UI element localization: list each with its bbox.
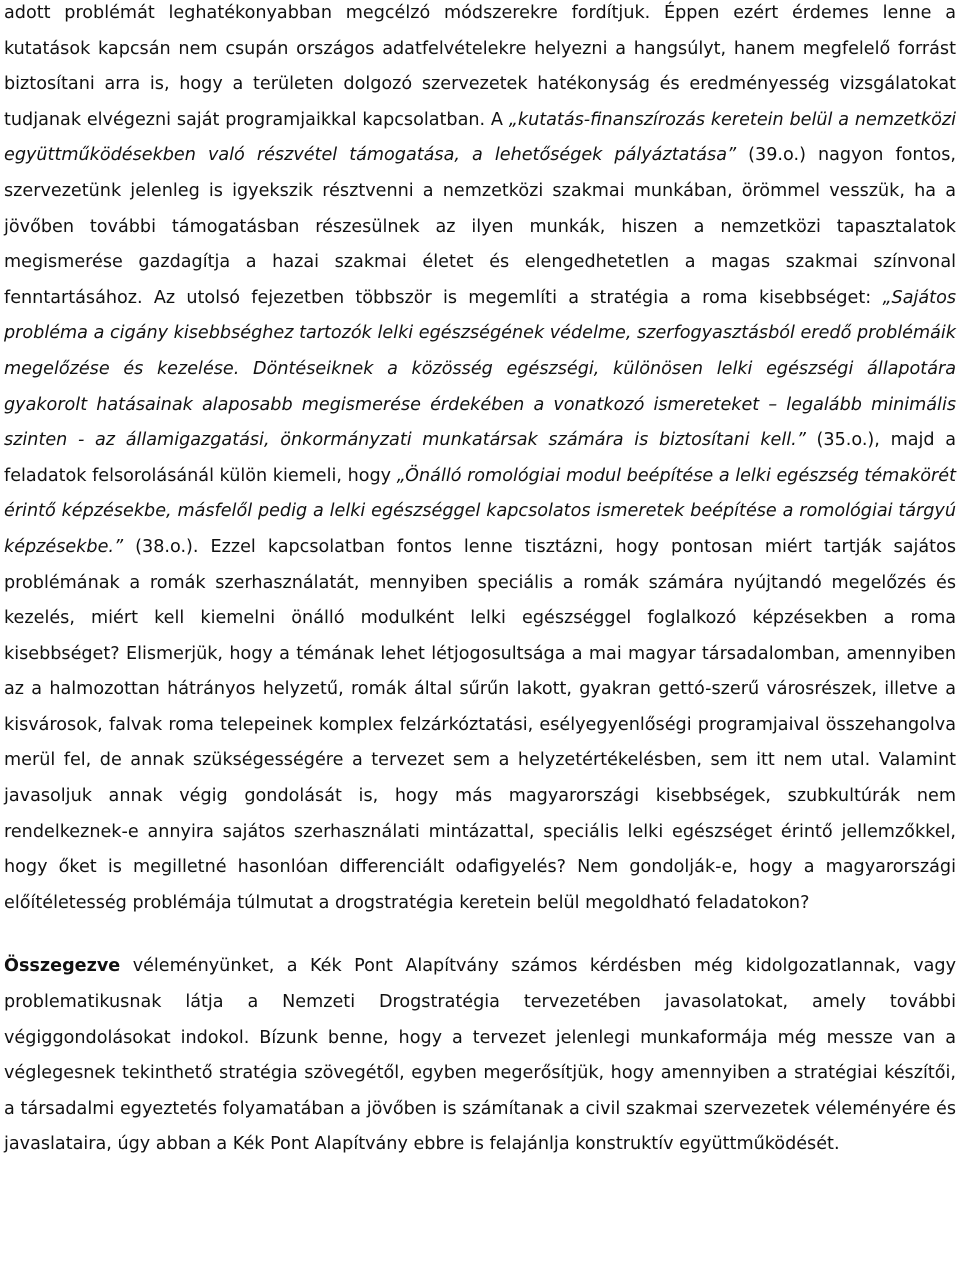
body-paragraph: [4, 0, 956, 921]
text-run: adott problémát leghatékonyabban megcélzó módszerekre fordítjuk. Éppen ezért érdemes lenne a kutatások kapcsán nem csupán országos adatfelvételekre helyezni a hangsúlyt, hanem megfelelő forrást biztosítani arra is, hogy a területen dolgozó szervezetek hatékonyság és eredményesség vizsgálatokat tudjanak elvégezni saját programjaikkal kapcsolatban. A: [4, 3, 956, 130]
summary-lead-word: Összegezve: [4, 956, 121, 977]
text-run: (38.o.). Ezzel kapcsolatban fontos lenne tisztázni, hogy pontosan miért tartják sajátos problémának a romák szerhasználatát, mennyiben speciális a romák számára nyújtandó megelőzés és kezelés, miért kell kiemelni önálló modulként lelki egészséggel foglalkozó képzésekben a roma kisebbséget? Elismerjük, hogy a témának lehet létjogosultsága a mai magyar társadalomban, amennyiben az a halmozottan hátrányos helyzetű, romák által sűrűn lakott, gyakran gettó-szerű városrészek, illetve a kisvárosok, falvak roma telepeinek komplex felzárkóztatási, esélyegyenlőségi programjaival összehangolva merül fel, de annak szükségességére a tervezet sem a helyzetértékelésben, sem itt nem utal. Valamint javasoljuk annak végig gondolását is, hogy más magyarországi kisebbségek, szubkultúrák nem rendelkeznek-e annyira sajátos szerhasználati mintázattal, speciális lelki egészséget érintő jellemzőkkel, hogy őket is megilletné hasonlóan differenciált odafigyelés? Nem gondolják-e, hogy a magyarországi előítéletesség problémája túlmutat a drogstratégia keretein belül megoldható feladatokon?: [4, 536, 956, 913]
quoted-text: „Önálló romológiai modul beépítése a lelki egészség témakörét érintő képzésekbe, másfelől pedig a lelki egészséggel kapcsolatos ismeretek beépítése a romológiai tárgyú képzésekbe.”: [4, 465, 956, 557]
quoted-text: „kutatás-finanszírozás keretein belül a nemzetközi együttműködésekben való részvétel támogatása, a lehetőségek pályáztatása”: [4, 109, 957, 166]
text-run: véleményünket, a Kék Pont Alapítvány számos kérdésben még kidolgozatlannak, vagy problematikusnak látja a Nemzeti Drogstratégia tervezetében javasolatokat, amely további végiggondolásokat indokol. Bízunk benne, hogy a tervezet jelenlegi munkaformája még messze van a véglegesnek tekinthető stratégia szövegétől, egyben megerősítjük, hogy amennyiben a stratégiai készítői, a társadalmi egyeztetés folyamatában a jövőben is számítanak a civil szakmai szervezetek véleményére és javaslataira, úgy abban a Kék Pont Alapítvány ebbre is felajánlja konstruktív együttműködését.: [4, 956, 956, 1155]
text-run: (35.o.), majd a feladatok felsorolásánál külön kiemeli, hogy: [4, 430, 956, 486]
quoted-text: „Sajátos probléma a cigány kisebbséghez tartozók lelki egészségének védelme, szerfogyasztásból eredő problémáik megelőzése és kezelése. Döntéseiknek a közösség egészségi, különösen lelki egészségi állapotára gyakorolt hatásainak alaposabb megismerése érdekében a vonatkozó ismereteket – legalább minimális szinten - az államigazgatási, önkormányzati munkatársak számára is biztosítani kell.”: [4, 287, 956, 451]
text-run: (39.o.) nagyon fontos, szervezetünk jelenleg is igyekszik résztvenni a nemzetközi szakmai munkában, örömmel vesszük, ha a jövőben további támogatásban részesülnek az ilyen munkák, hiszen a nemzetközi tapasztalatok megismerése gazdagítja a hazai szakmai életet és elengedhetetlen a magas szakmai színvonal fenntartásához. Az utolsó fejezetben többször is megemlíti a stratégia a roma kisebbséget:: [4, 145, 956, 308]
summary-paragraph: [4, 949, 956, 1163]
